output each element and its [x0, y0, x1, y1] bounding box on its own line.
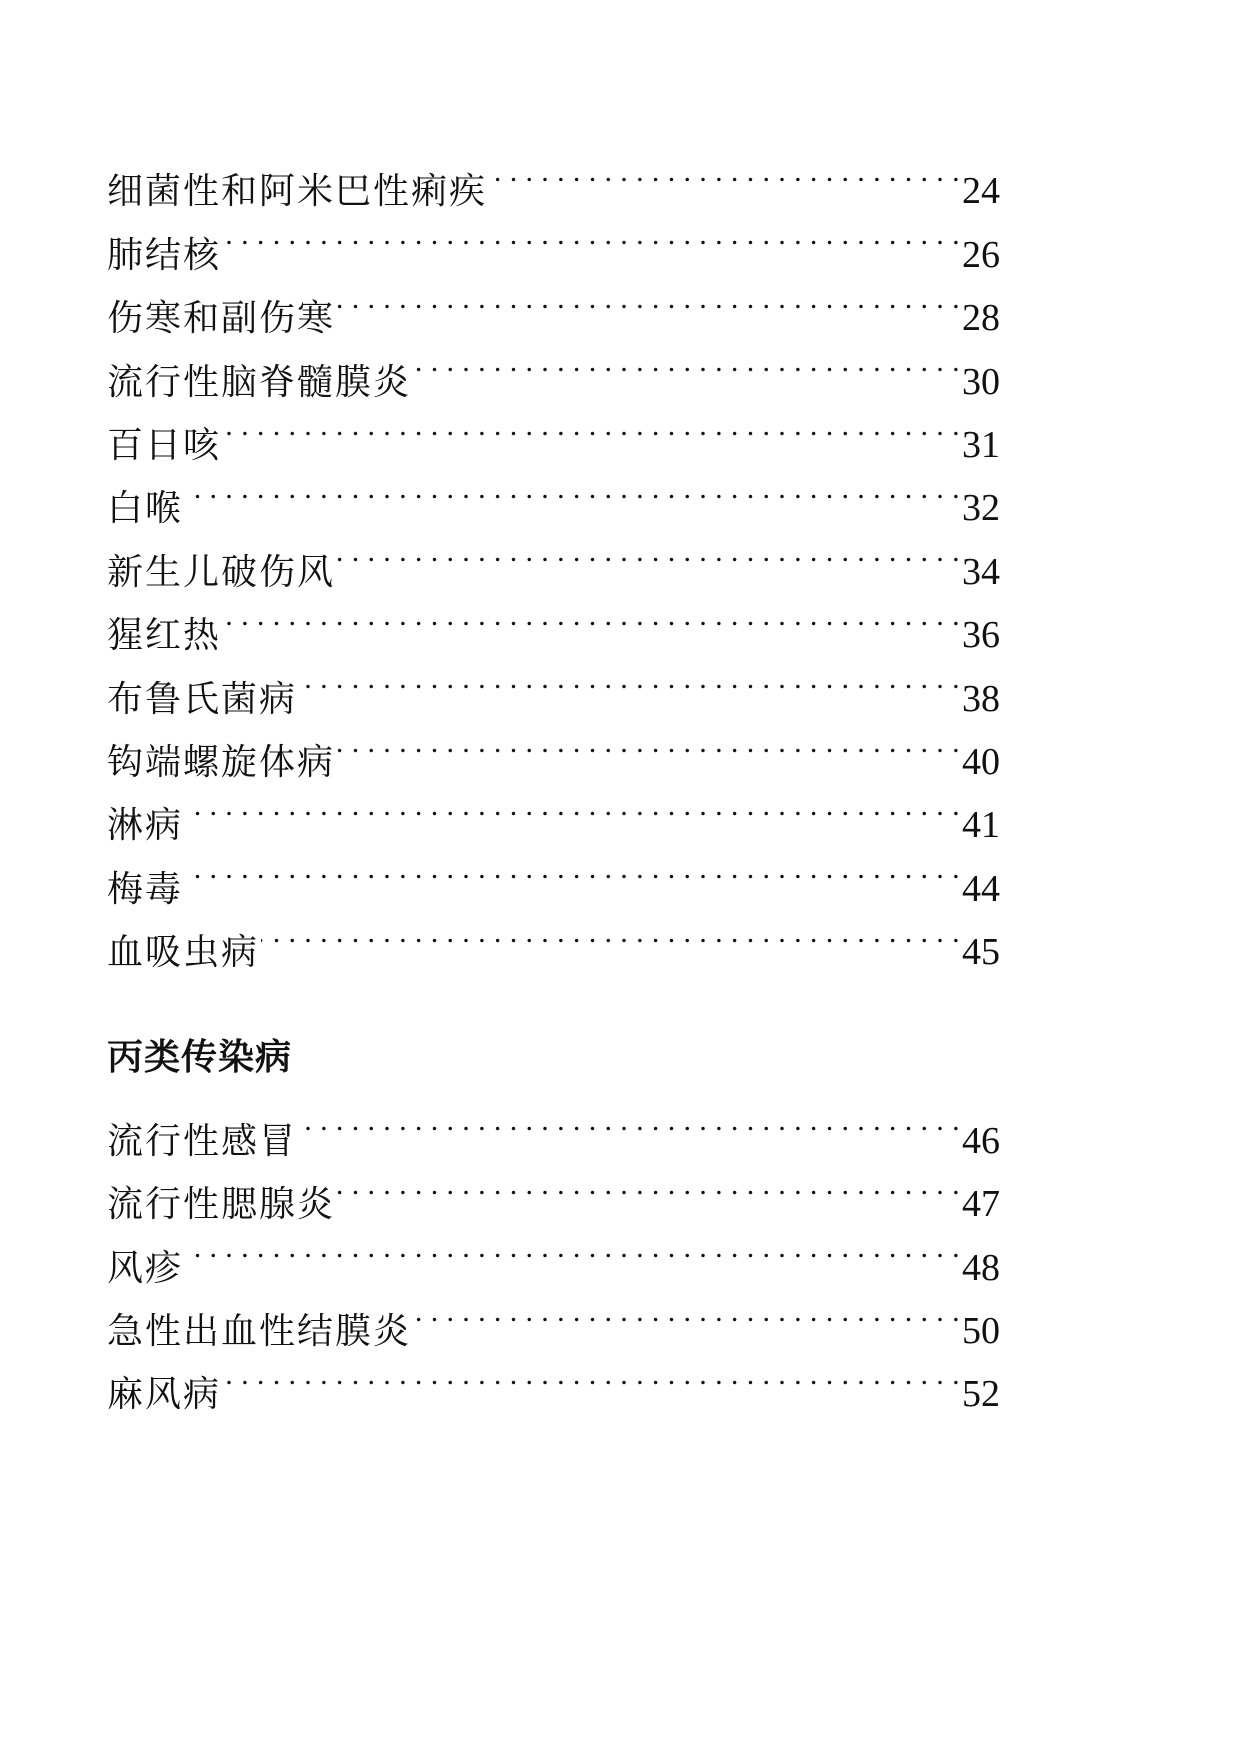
dot-leader: [185, 774, 960, 837]
toc-entry[interactable]: [107, 901, 1000, 974]
table-of-contents-page: [107, 140, 1000, 1416]
toc-entry-page: 30: [962, 360, 1000, 403]
toc-entry-title: 百日咳: [107, 424, 222, 466]
toc-entry-title: 布鲁氏菌病: [107, 678, 298, 720]
toc-entry[interactable]: [107, 647, 1000, 720]
toc-entry[interactable]: [107, 837, 1000, 910]
dot-leader: [337, 1153, 960, 1216]
toc-entry[interactable]: [107, 267, 1000, 340]
dot-leader: [489, 140, 960, 203]
toc-entry[interactable]: [107, 520, 1000, 593]
toc-entry-page: 45: [962, 931, 1000, 974]
toc-entry[interactable]: [107, 1280, 1000, 1353]
toc-entry-page: 38: [962, 677, 1000, 720]
dot-leader: [337, 520, 960, 583]
toc-entry-page: 34: [962, 550, 1000, 593]
toc-entry-title: 急性出血性结膜炎: [107, 1311, 412, 1353]
toc-entry-page: 32: [962, 487, 1000, 530]
toc-entry-page: 31: [962, 423, 1000, 466]
section-heading-class-c: 丙类传染病: [107, 1037, 293, 1079]
toc-entry-title: 钩端螺旋体病: [107, 741, 336, 783]
toc-entry-page: 24: [962, 170, 1000, 213]
toc-entry-page: 36: [962, 614, 1000, 657]
toc-entry-title: 白喉: [107, 488, 184, 530]
toc-entry[interactable]: [107, 1089, 1000, 1162]
toc-entry-title: 梅毒: [107, 868, 184, 910]
toc-section-class-b: [107, 140, 1000, 974]
dot-leader: [337, 711, 960, 774]
toc-entry-page: 52: [962, 1373, 1000, 1416]
toc-entry-page: 50: [962, 1310, 1000, 1353]
toc-entry[interactable]: [107, 774, 1000, 847]
toc-entry-page: 28: [962, 297, 1000, 340]
toc-entry-page: 47: [962, 1183, 1000, 1226]
dot-leader: [261, 901, 960, 964]
dot-leader: [185, 837, 960, 900]
dot-leader: [337, 267, 960, 330]
dot-leader: [223, 1343, 960, 1406]
toc-entry-title: 伤寒和副伤寒: [107, 298, 336, 340]
toc-entry[interactable]: [107, 457, 1000, 530]
toc-entry-page: 41: [962, 804, 1000, 847]
toc-entry-title: 细菌性和阿米巴性痢疾: [107, 171, 488, 213]
toc-entry-title: 麻风病: [107, 1374, 222, 1416]
toc-entry-page: 44: [962, 867, 1000, 910]
toc-section-class-c: [107, 1089, 1000, 1416]
toc-entry-title: 肺结核: [107, 234, 222, 276]
dot-leader: [185, 1216, 960, 1279]
toc-entry-title: 流行性腮腺炎: [107, 1184, 336, 1226]
dot-leader: [223, 394, 960, 457]
dot-leader: [299, 1089, 960, 1152]
dot-leader: [223, 584, 960, 647]
toc-entry-page: 46: [962, 1119, 1000, 1162]
dot-leader: [413, 330, 960, 393]
toc-entry-page: 26: [962, 233, 1000, 276]
toc-entry-title: 流行性感冒: [107, 1120, 298, 1162]
toc-entry-title: 新生儿破伤风: [107, 551, 336, 593]
toc-entry-page: 40: [962, 740, 1000, 783]
toc-entry-page: 48: [962, 1246, 1000, 1289]
toc-entry[interactable]: [107, 140, 1000, 213]
dot-leader: [299, 647, 960, 710]
toc-entry[interactable]: [107, 203, 1000, 276]
toc-entry-title: 猩红热: [107, 615, 222, 657]
toc-entry[interactable]: [107, 584, 1000, 657]
toc-entry-title: 淋病: [107, 805, 184, 847]
dot-leader: [185, 457, 960, 520]
toc-entry-title: 流行性脑脊髓膜炎: [107, 361, 412, 403]
toc-entry[interactable]: [107, 1343, 1000, 1416]
toc-entry[interactable]: [107, 1216, 1000, 1289]
toc-entry[interactable]: [107, 394, 1000, 466]
dot-leader: [223, 203, 960, 266]
dot-leader: [413, 1280, 960, 1343]
toc-entry-title: 风疹: [107, 1247, 184, 1289]
toc-entry-title: 血吸虫病: [107, 932, 260, 974]
